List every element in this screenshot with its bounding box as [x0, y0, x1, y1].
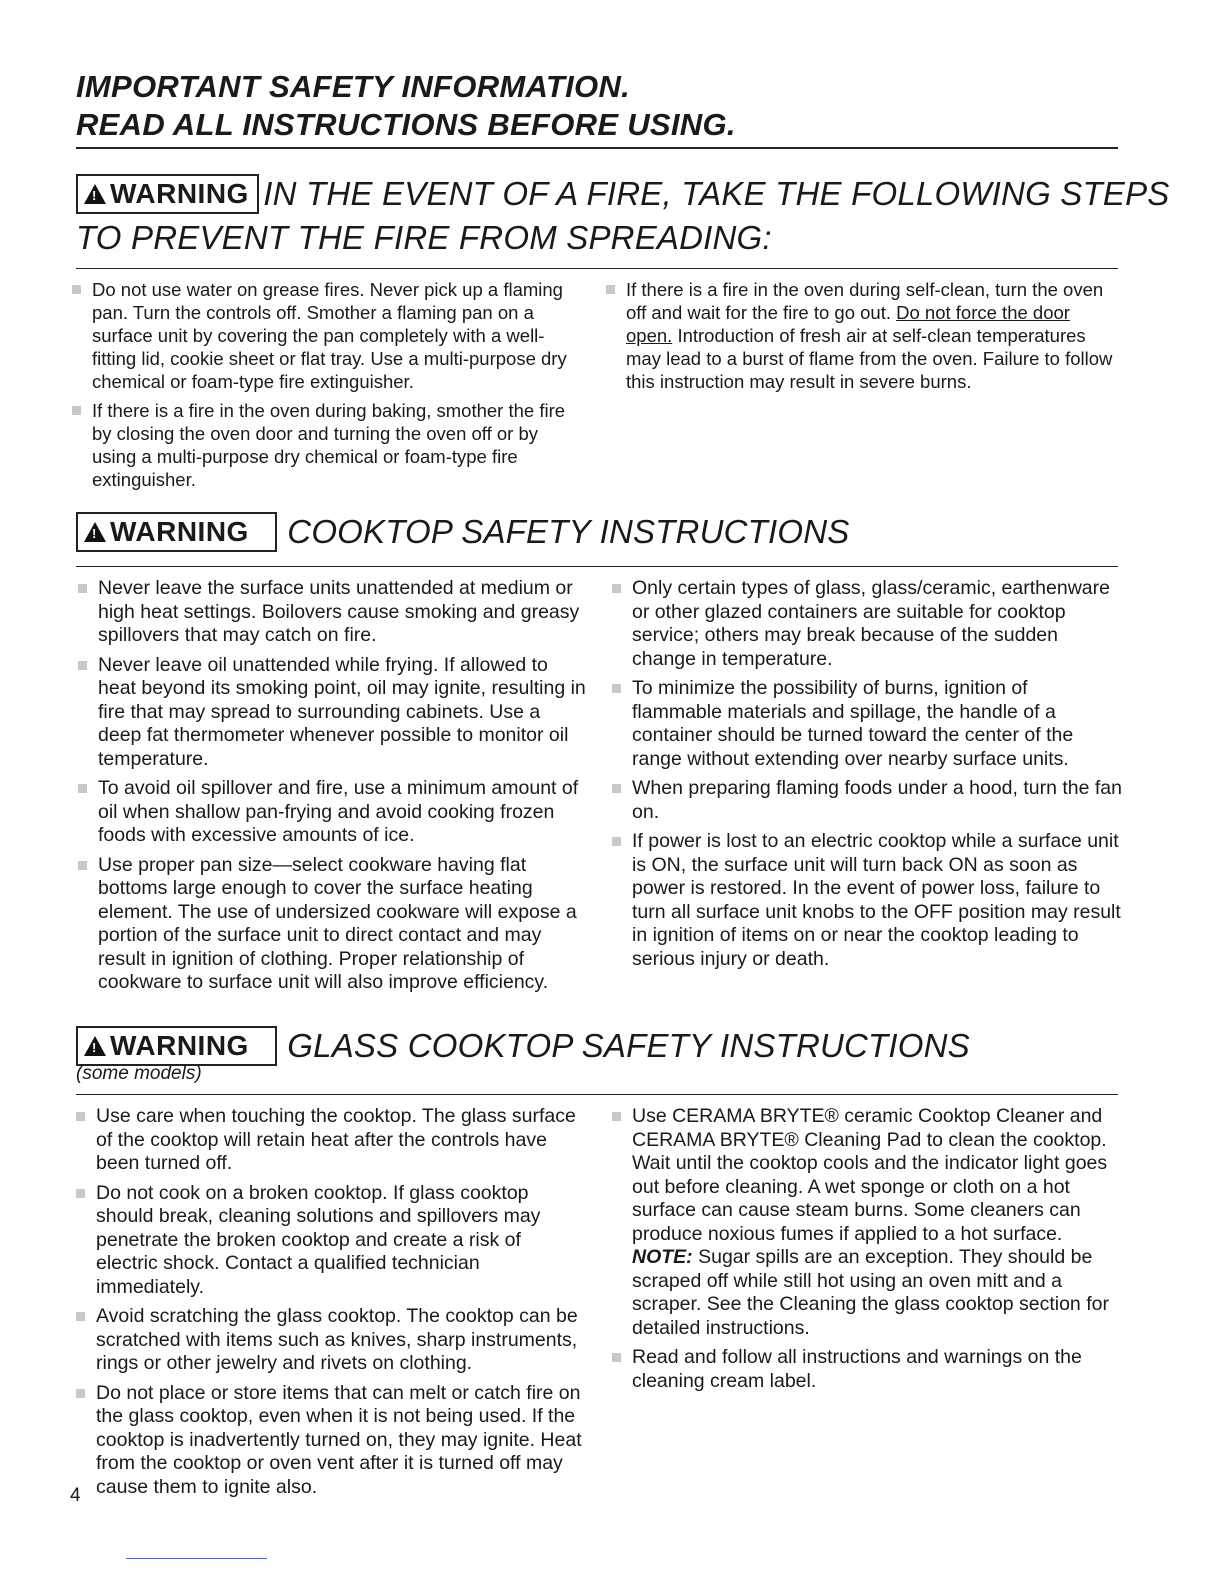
list-item: Never leave oil unattended while frying. If allowed to heat beyond its smoking point, oil may ignite, resulting in fire that may spread to surrounding cabinets. Use a deep fat thermometer whenever possible to monitor oil temperature. — [76, 654, 588, 772]
list-item: If there is a fire in the oven during self-clean, turn the oven off and wait for the fire to go out. Do not force the door open. Introduction of fresh air at self-clean temperatures may lead to a burst of flame from the oven. Failure to follow this instruction may result in severe burns. — [604, 278, 1114, 393]
bullet-icon — [612, 837, 621, 846]
list-item: Do not cook on a broken cooktop. If glass cooktop should break, cleaning solutions and spillovers may penetrate the broken cooktop and create a risk of electric shock. Contact a qualified technician immediately. — [74, 1182, 586, 1300]
list-item: Use CERAMA BRYTE® ceramic Cooktop Cleaner and CERAMA BRYTE® Cleaning Pad to clean the cooktop. Wait until the cooktop cools and the indicator light goes out before cleaning. A wet sponge or cloth on a hot surface can cause steam burns. Some cleaners can produce noxious fumes if applied to a hot surface. NOTE: Sugar spills are an exception. They should be scraped off while still hot using an oven mitt and a scraper. See the Cleaning the glass cooktop section for detailed instructions. — [610, 1105, 1122, 1340]
list-item: Do not use water on grease fires. Never pick up a flaming pan. Turn the controls off. Smother a flaming pan on a surface unit by covering the pan completely with a well-fitting lid, cookie sheet or flat tray. Use a multi-purpose dry chemical or foam-type fire extinguisher. — [70, 278, 580, 393]
bullet-icon — [78, 784, 87, 793]
bullet-icon — [612, 584, 621, 593]
list-item: To avoid oil spillover and fire, use a minimum amount of oil when shallow pan-frying and avoid cooking frozen foods with excessive amounts of ice. — [76, 777, 588, 848]
list-item: Read and follow all instructions and warnings on the cleaning cream label. — [610, 1346, 1122, 1393]
section-title: GLASS COOKTOP SAFETY INSTRUCTIONS — [287, 1027, 970, 1064]
list-item: Do not place or store items that can melt or catch fire on the glass cooktop, even when it is not being used. If the cooktop is inadvertently turned on, they may ignite. Heat from the cooktop or oven vent after it is turned off may cause them to ignite also. — [74, 1382, 586, 1500]
warning-triangle-icon — [84, 184, 106, 204]
bullet-icon — [612, 1353, 621, 1362]
page-number: 4 — [70, 1485, 81, 1506]
warning-badge — [76, 174, 259, 214]
list-item: When preparing flaming foods under a hood, turn the fan on. — [610, 777, 1122, 824]
fire-warning-heading — [76, 172, 1170, 216]
section-title: COOKTOP SAFETY INSTRUCTIONS — [287, 513, 850, 550]
cooktop-warning-heading — [76, 510, 849, 554]
bullet-icon — [76, 1312, 85, 1321]
warning-badge — [76, 512, 277, 552]
cooktop-left-column — [76, 577, 588, 1001]
cooktop-right-column — [610, 577, 1122, 977]
bullet-icon — [72, 406, 81, 415]
list-item: Never leave the surface units unattended at medium or high heat settings. Boilovers cause smoking and greasy spillovers that may catch on fire. — [76, 577, 588, 648]
bullet-icon — [76, 1189, 85, 1198]
bullet-icon — [612, 684, 621, 693]
bullet-icon — [76, 1112, 85, 1121]
page-header — [76, 68, 1126, 144]
section-title-line-2: TO PREVENT THE FIRE FROM SPREADING: — [76, 219, 772, 256]
warning-label: WARNING — [110, 516, 249, 547]
warning-badge — [76, 1026, 277, 1066]
underlined-warning-text: Do not force the door open. — [626, 302, 1070, 346]
fire-steps-right-column — [604, 278, 1114, 399]
some-models-note: (some models) — [76, 1063, 202, 1084]
footer-link-line — [126, 1558, 267, 1559]
list-item: Avoid scratching the glass cooktop. The cooktop can be scratched with items such as knives, sharp instruments, rings or other jewelry and rivets on clothing. — [74, 1305, 586, 1376]
bullet-icon — [606, 285, 615, 294]
section-rule — [76, 268, 1118, 269]
list-item: Only certain types of glass, glass/ceramic, earthenware or other glazed containers are suitable for cooktop service; others may break because of the sudden change in temperature. — [610, 577, 1122, 671]
note-label: NOTE: — [632, 1246, 693, 1268]
header-line-1: IMPORTANT SAFETY INFORMATION. — [76, 69, 631, 104]
warning-triangle-icon — [84, 522, 106, 542]
glass-cooktop-left-column — [74, 1105, 586, 1505]
bullet-icon — [78, 861, 87, 870]
warning-label: WARNING — [110, 178, 249, 209]
bullet-icon — [76, 1389, 85, 1398]
list-item: To minimize the possibility of burns, ignition of flammable materials and spillage, the handle of a container should be turned toward the center of the range without extending over nearby surface units. — [610, 677, 1122, 771]
bullet-icon — [612, 784, 621, 793]
bullet-icon — [72, 285, 81, 294]
header-rule — [76, 147, 1118, 149]
warning-triangle-icon — [84, 1036, 106, 1056]
fire-steps-left-column — [70, 278, 580, 497]
list-item: Use care when touching the cooktop. The glass surface of the cooktop will retain heat after the controls have been turned off. — [74, 1105, 586, 1176]
glass-cooktop-warning-heading — [76, 1024, 970, 1068]
bullet-icon — [612, 1112, 621, 1121]
list-item: If there is a fire in the oven during baking, smother the fire by closing the oven door and turning the oven off or by using a multi-purpose dry chemical or foam-type fire extinguisher. — [70, 399, 580, 491]
glass-cooktop-right-column — [610, 1105, 1122, 1399]
section-rule — [76, 566, 1118, 567]
warning-label: WARNING — [110, 1030, 249, 1061]
fire-warning-heading-line2 — [76, 216, 772, 260]
header-line-2: READ ALL INSTRUCTIONS BEFORE USING. — [76, 107, 736, 142]
bullet-icon — [78, 584, 87, 593]
bullet-icon — [78, 661, 87, 670]
list-item: If power is lost to an electric cooktop while a surface unit is ON, the surface unit will turn back ON as soon as power is restored. In the event of power loss, failure to turn all surface unit knobs to the OFF position may result in ignition of items on or near the cooktop leading to serious injury or death. — [610, 830, 1122, 971]
section-title-line-1: IN THE EVENT OF A FIRE, TAKE THE FOLLOWING STEPS — [263, 175, 1170, 212]
section-rule — [76, 1094, 1118, 1095]
list-item: Use proper pan size—select cookware having flat bottoms large enough to cover the surface heating element. The use of undersized cookware will expose a portion of the surface unit to direct contact and may result in ignition of clothing. Proper relationship of cookware to surface unit will also improve efficiency. — [76, 854, 588, 995]
